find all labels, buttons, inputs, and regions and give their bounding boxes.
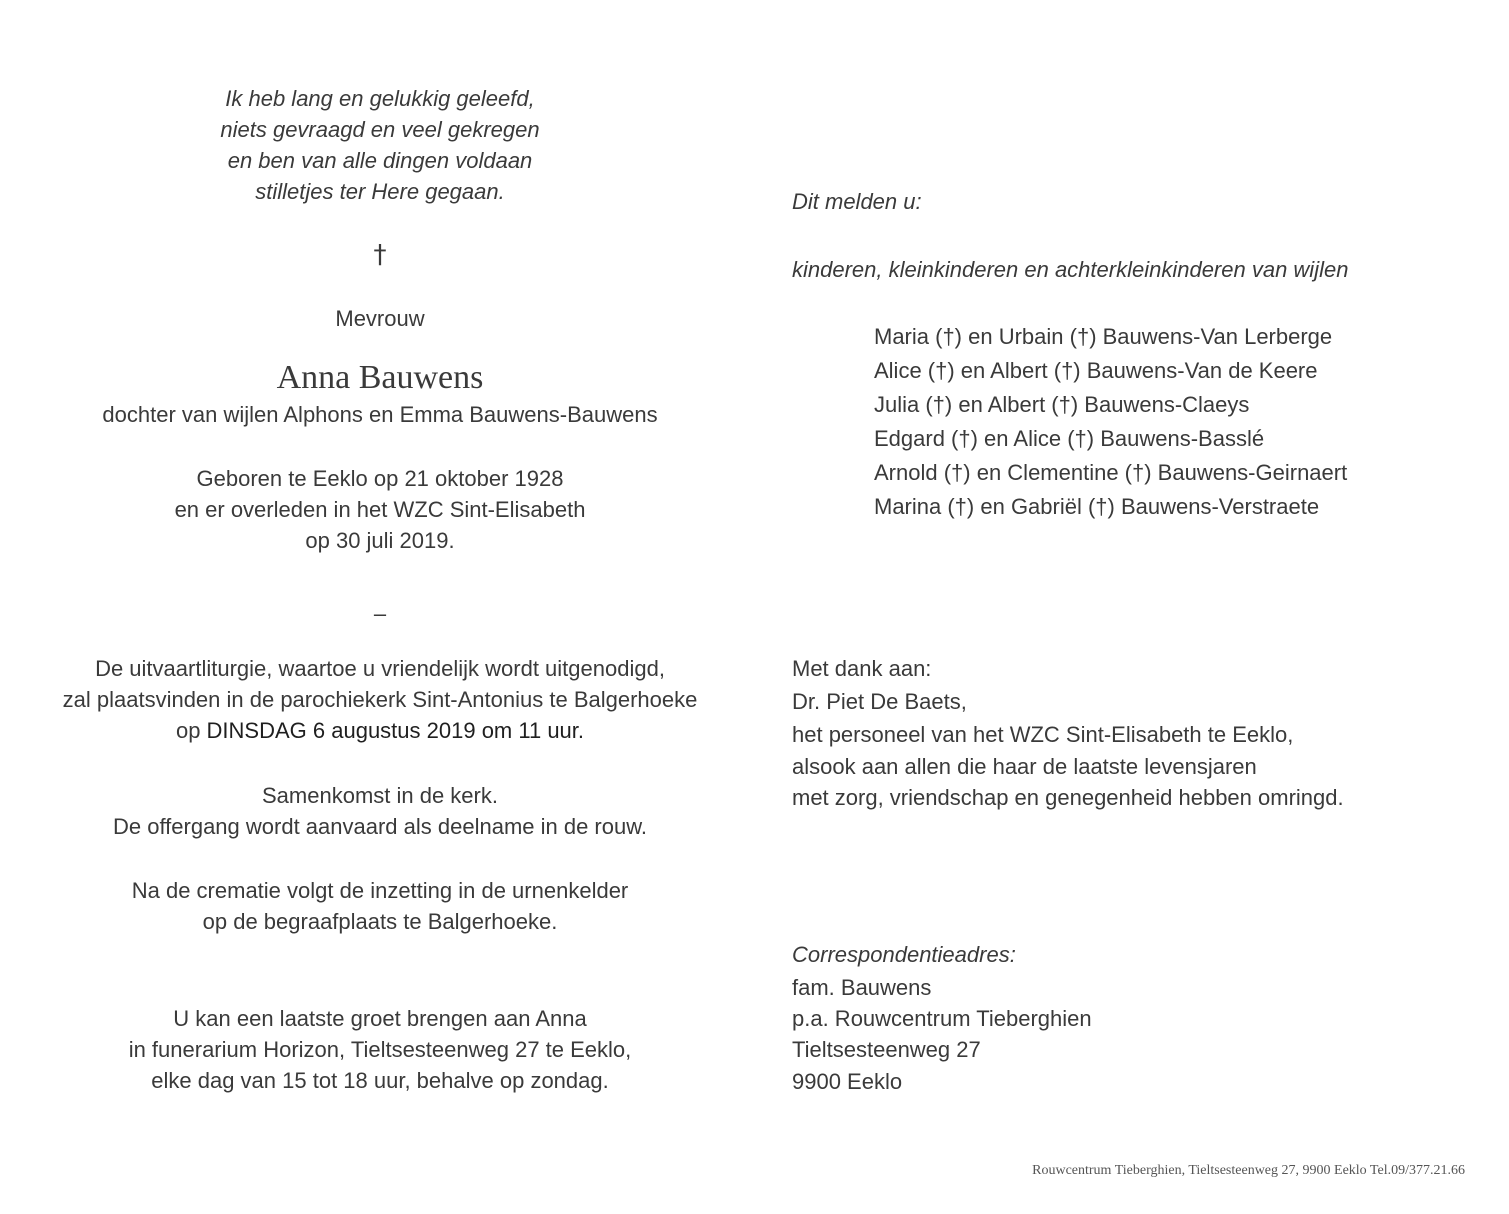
poem xyxy=(130,83,630,207)
announce-heading: Dit melden u: xyxy=(792,189,922,214)
funeral-date-prefix: op xyxy=(175,718,207,743)
thanks-section xyxy=(792,652,1432,813)
sibling-item: Marina (†) en Gabriël (†) Bauwens-Verstraete xyxy=(874,494,1320,519)
address-line: Tieltsesteenweg 27 xyxy=(792,1037,981,1062)
thanks-line: het personeel van het WZC Sint-Elisabeth te Eeklo, xyxy=(792,722,1294,747)
funeral-date: DINSDAG 6 augustus 2019 om 11 uur. xyxy=(206,718,585,743)
visit-info xyxy=(40,1003,720,1096)
poem-line: en ben van alle dingen voldaan xyxy=(227,148,533,173)
thanks-line: met zorg, vriendschap en genegenheid hebben omringd. xyxy=(792,785,1344,810)
visit-line: in funerarium Horizon, Tieltsesteenweg 27 te Eeklo, xyxy=(128,1037,632,1062)
funeral-info xyxy=(20,653,740,746)
cross-symbol: † xyxy=(373,240,387,270)
birth-death-line: op 30 juli 2019. xyxy=(305,528,455,553)
gathering-info xyxy=(40,780,720,842)
sibling-item: Maria (†) en Urbain (†) Bauwens-Van Lerberge xyxy=(874,324,1333,349)
visit-line: elke dag van 15 tot 18 uur, behalve op zondag. xyxy=(151,1068,609,1093)
parents-line: dochter van wijlen Alphons en Emma Bauwens-Bauwens xyxy=(102,402,658,427)
deceased-name: Anna Bauwens xyxy=(276,359,484,396)
address-line: p.a. Rouwcentrum Tieberghien xyxy=(792,1006,1092,1031)
birth-death-info xyxy=(80,463,680,556)
poem-line: niets gevraagd en veel gekregen xyxy=(220,117,540,142)
funeral-date-line xyxy=(20,715,740,746)
birth-death-line: en er overleden in het WZC Sint-Elisabeth xyxy=(174,497,586,522)
divider: – xyxy=(373,601,387,626)
salutation: Mevrouw xyxy=(335,306,425,331)
footer-funeral-home: Rouwcentrum Tieberghien, Tieltsesteenweg 27, 9900 Eeklo Tel.09/377.21.66 xyxy=(1032,1163,1465,1178)
thanks-line: alsook aan allen die haar de laatste levensjaren xyxy=(792,754,1257,779)
thanks-title: Met dank aan: xyxy=(792,656,932,681)
gathering-line: De offergang wordt aanvaard als deelname in de rouw. xyxy=(112,814,648,839)
thanks-line: Dr. Piet De Baets, xyxy=(792,689,967,714)
correspondence-section xyxy=(792,938,1392,1099)
sibling-item: Alice (†) en Albert (†) Bauwens-Van de Keere xyxy=(874,358,1318,383)
poem-line: Ik heb lang en gelukkig geleefd, xyxy=(225,86,535,111)
birth-death-line: Geboren te Eeklo op 21 oktober 1928 xyxy=(196,466,564,491)
sibling-item: Julia (†) en Albert (†) Bauwens-Claeys xyxy=(874,392,1250,417)
sibling-item: Edgard (†) en Alice (†) Bauwens-Basslé xyxy=(874,426,1265,451)
funeral-line: zal plaatsvinden in de parochiekerk Sint-Antonius te Balgerhoeke xyxy=(62,687,698,712)
cremation-line: Na de crematie volgt de inzetting in de urnenkelder xyxy=(131,878,629,903)
address-line: fam. Bauwens xyxy=(792,975,932,1000)
gathering-line: Samenkomst in de kerk. xyxy=(262,783,498,808)
sibling-item: Arnold (†) en Clementine (†) Bauwens-Geirnaert xyxy=(874,460,1348,485)
cremation-info xyxy=(40,875,720,937)
cremation-line: op de begraafplaats te Balgerhoeke. xyxy=(202,909,558,934)
relatives-intro: kinderen, kleinkinderen en achterkleinkinderen van wijlen xyxy=(792,257,1349,282)
address-line: 9900 Eeklo xyxy=(792,1069,903,1094)
funeral-line: De uitvaartliturgie, waartoe u vriendelijk wordt uitgenodigd, xyxy=(95,656,665,681)
correspondence-title: Correspondentieadres: xyxy=(792,942,1016,967)
poem-line: stilletjes ter Here gegaan. xyxy=(255,179,505,204)
siblings-list xyxy=(874,320,1474,524)
visit-line: U kan een laatste groet brengen aan Anna xyxy=(173,1006,587,1031)
